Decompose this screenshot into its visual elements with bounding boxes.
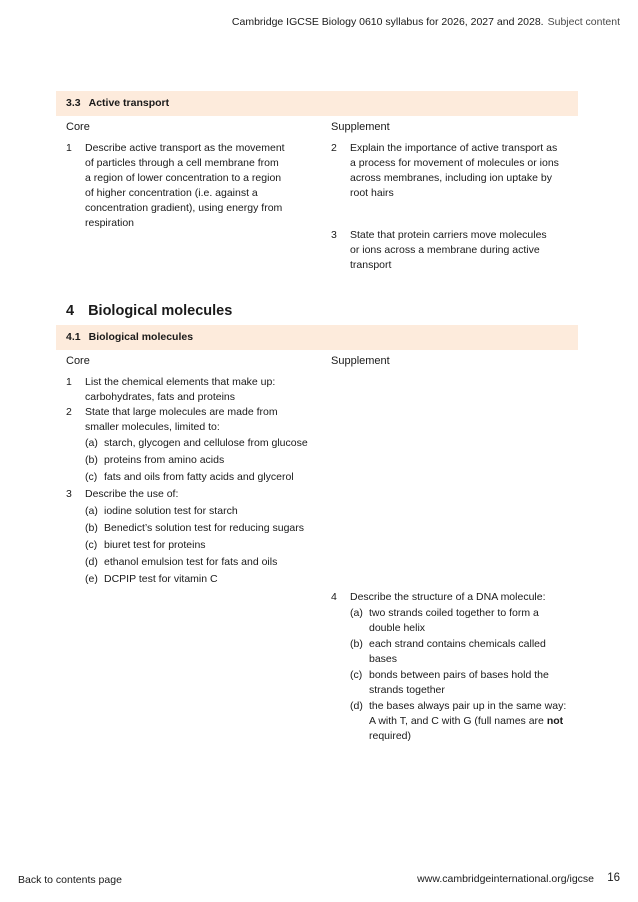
sub-label: (d) bbox=[85, 556, 98, 568]
text-fragment: A with T, and C with G (full names are bbox=[369, 715, 547, 727]
section-title: Active transport bbox=[88, 97, 170, 109]
text-line: respiration bbox=[85, 217, 135, 229]
sub-text: iodine solution test for starch bbox=[104, 505, 238, 517]
header-section: Subject content bbox=[547, 16, 620, 28]
text-line: smaller molecules, limited to: bbox=[85, 421, 220, 433]
item-number: 2 bbox=[331, 142, 337, 154]
supplement-item-3 bbox=[331, 228, 581, 274]
item-text bbox=[350, 141, 559, 201]
sub-item bbox=[350, 668, 585, 698]
item-number: 3 bbox=[66, 488, 72, 500]
sub-item bbox=[85, 521, 325, 536]
item-text bbox=[350, 590, 546, 605]
page-number: 16 bbox=[607, 872, 620, 884]
text-line: transport bbox=[350, 259, 392, 271]
core-item-1 bbox=[66, 141, 316, 233]
text-line: strands together bbox=[369, 684, 445, 696]
supplement-item-2 bbox=[331, 141, 581, 203]
supplement-heading: Supplement bbox=[331, 355, 390, 367]
sub-text: Benedict’s solution test for reducing sugars bbox=[104, 522, 305, 534]
section-number: 3.3 bbox=[66, 97, 81, 109]
sub-item bbox=[350, 637, 585, 667]
item-number: 2 bbox=[66, 406, 72, 418]
sub-item bbox=[85, 555, 325, 570]
text-line: the bases always pair up in the same way: bbox=[369, 700, 567, 712]
text-line: required) bbox=[369, 730, 412, 742]
sub-label: (a) bbox=[350, 607, 363, 619]
sub-text bbox=[369, 699, 566, 744]
item-text bbox=[85, 405, 278, 435]
section-title: Biological molecules bbox=[88, 331, 194, 343]
text-line: carbohydrates, fats and proteins bbox=[85, 391, 236, 403]
sub-item bbox=[350, 699, 590, 744]
sub-text: ethanol emulsion test for fats and oils bbox=[104, 556, 278, 568]
sub-item bbox=[85, 436, 325, 451]
text-line: root hairs bbox=[350, 187, 394, 199]
item-number: 1 bbox=[66, 376, 72, 388]
item-text bbox=[85, 375, 275, 405]
sub-item bbox=[85, 470, 325, 485]
text-line: Describe active transport as the movement bbox=[85, 142, 285, 154]
sub-label: (b) bbox=[85, 522, 98, 534]
text-line: Describe the structure of a DNA molecule: bbox=[350, 591, 546, 603]
sub-label: (c) bbox=[85, 471, 98, 483]
item-number: 3 bbox=[331, 229, 337, 241]
sub-text bbox=[369, 668, 549, 698]
text-line: across membranes, including ion uptake by bbox=[350, 172, 552, 184]
supplement-heading: Supplement bbox=[331, 121, 390, 133]
text-line: a region of lower concentration to a region bbox=[85, 172, 282, 184]
sub-item bbox=[350, 606, 585, 636]
sub-text: starch, glycogen and cellulose from glucose bbox=[104, 437, 308, 449]
website-link[interactable]: www.cambridgeinternational.org/igcse bbox=[417, 873, 594, 885]
supplement-item-4 bbox=[331, 590, 581, 605]
topic-title: Biological molecules bbox=[88, 303, 233, 319]
sub-label: (c) bbox=[350, 669, 363, 681]
text-line: of higher concentration (i.e. against a bbox=[85, 187, 258, 199]
item-text bbox=[85, 141, 285, 231]
sub-item bbox=[85, 538, 325, 553]
text-line: bonds between pairs of bases hold the bbox=[369, 669, 549, 681]
sub-label: (d) bbox=[350, 700, 363, 712]
core-heading: Core bbox=[66, 355, 90, 367]
sub-text bbox=[369, 637, 546, 667]
item-text bbox=[350, 228, 547, 273]
core-item-2 bbox=[66, 405, 316, 435]
text-line: State that protein carriers move molecules bbox=[350, 229, 547, 241]
section-band-3-3 bbox=[56, 91, 578, 116]
core-item-3 bbox=[66, 487, 316, 502]
text-line: double helix bbox=[369, 622, 426, 634]
core-heading: Core bbox=[66, 121, 90, 133]
sub-text: fats and oils from fatty acids and glycerol bbox=[104, 471, 294, 483]
header-title: Cambridge IGCSE Biology 0610 syllabus for 2026, 2027 and 2028. bbox=[231, 16, 544, 28]
sub-item bbox=[85, 572, 325, 587]
emphasis-not: not bbox=[546, 715, 564, 727]
text-line: two strands coiled together to form a bbox=[369, 607, 539, 619]
sub-label: (a) bbox=[85, 437, 98, 449]
text-line: or ions across a membrane during active bbox=[350, 244, 540, 256]
text-line: each strand contains chemicals called bbox=[369, 638, 546, 650]
text-line: concentration gradient), using energy from bbox=[85, 202, 283, 214]
sub-label: (b) bbox=[350, 638, 363, 650]
text-line bbox=[369, 714, 566, 729]
sub-item bbox=[85, 504, 325, 519]
item-number: 1 bbox=[66, 142, 72, 154]
sub-text: DCPIP test for vitamin C bbox=[104, 573, 218, 585]
section-number: 4.1 bbox=[66, 331, 81, 343]
text-line: State that large molecules are made from bbox=[85, 406, 278, 418]
sub-item bbox=[85, 453, 325, 468]
sub-label: (b) bbox=[85, 454, 98, 466]
text-line: List the chemical elements that make up: bbox=[85, 376, 276, 388]
sub-text: biuret test for proteins bbox=[104, 539, 206, 551]
text-line: Explain the importance of active transport as bbox=[350, 142, 558, 154]
sub-label: (a) bbox=[85, 505, 98, 517]
item-text bbox=[85, 487, 178, 502]
sub-label: (e) bbox=[85, 573, 98, 585]
topic-number: 4 bbox=[66, 303, 75, 319]
core-item-1 bbox=[66, 375, 316, 405]
sub-label: (c) bbox=[85, 539, 98, 551]
running-header bbox=[232, 16, 620, 28]
text-line: Describe the use of: bbox=[85, 488, 179, 500]
sub-text bbox=[369, 606, 539, 636]
text-line: a process for movement of molecules or ions bbox=[350, 157, 559, 169]
text-line: bases bbox=[369, 653, 398, 665]
section-band-4-1 bbox=[56, 325, 578, 350]
text-line: of particles through a cell membrane from bbox=[85, 157, 279, 169]
item-number: 4 bbox=[331, 591, 337, 603]
topic-heading bbox=[66, 303, 232, 319]
sub-text: proteins from amino acids bbox=[104, 454, 225, 466]
back-to-contents-link[interactable]: Back to contents page bbox=[18, 874, 122, 886]
